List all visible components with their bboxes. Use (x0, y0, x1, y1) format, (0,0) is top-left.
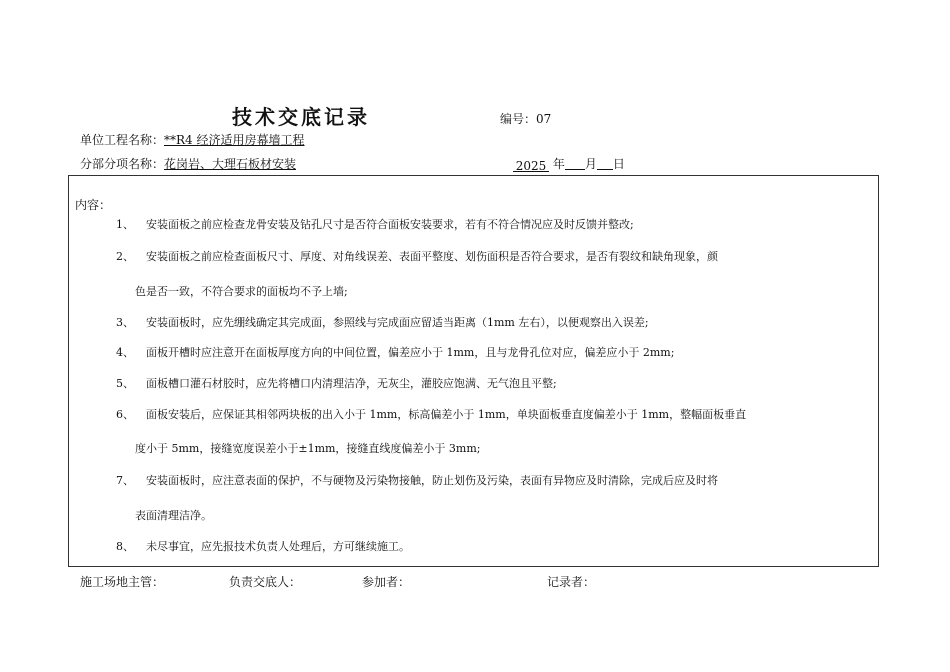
item-number: 8、 (116, 540, 134, 553)
project-label: 单位工程名称： (80, 133, 165, 147)
footer-site-manager: 施工场地主管： (80, 575, 165, 589)
item-text-continued: 色是否一致，不符合要求的面板均不予上墙; (135, 285, 348, 298)
item-text: 安装面板之前应检查龙骨安装及钻孔尺寸是否符合面板安装要求，若有不符合情况应及时反馈并整改; (146, 218, 634, 231)
item-text: 面板开槽时应注意开在面板厚度方向的中间位置，偏差应小于 1mm，且与龙骨孔位对应，偏差应小于 2mm; (146, 346, 675, 359)
item-text: 未尽事宜，应先报技术负责人处理后，方可继续施工。 (146, 540, 410, 553)
document-number: 编号：07 (500, 112, 552, 126)
item-text: 面板槽口灌石材胶时，应先将槽口内清理洁净，无灰尘，灌胶应饱满、无气泡且平整; (146, 377, 557, 390)
subproject-row (80, 155, 296, 172)
item-text: 面板安装后，应保证其相邻两块板的出入小于 1mm，标高偏差小于 1mm，单块面板垂直度偏差小于 1mm，整幅面板垂直 (146, 408, 747, 421)
item-number: 4、 (116, 346, 134, 359)
date-year: 2025 (513, 159, 549, 172)
item-text: 安装面板时，应先绷线确定其完成面，参照线与完成面应留适当距离（1mm 左右），以便观察出入误差; (146, 316, 649, 329)
content-box (68, 175, 879, 567)
item-number: 1、 (116, 218, 134, 231)
item-number: 3、 (116, 316, 134, 329)
date-month-blank (565, 157, 585, 170)
project-name: **R4 经济适用房幕墙工程 (164, 133, 305, 147)
footer-participants: 参加者： (362, 575, 411, 589)
project-row (80, 131, 305, 148)
date-month-suffix: 月 (584, 157, 597, 171)
date-year-suffix: 年 (552, 157, 565, 171)
date-day-blank (597, 157, 613, 170)
content-label: 内容： (75, 198, 112, 212)
item-number: 6、 (116, 408, 134, 421)
item-text-continued: 度小于 5mm，接缝宽度误差小于±1mm，接缝直线度偏差小于 3mm; (135, 442, 481, 455)
footer-briefer: 负责交底人： (229, 575, 302, 589)
date-field (513, 155, 625, 172)
document-title: 技术交底记录 (232, 105, 370, 129)
item-text: 安装面板之前应检查面板尺寸、厚度、对角线误差、表面平整度、划伤面积是否符合要求，是否有裂纹和缺角现象，颜 (146, 250, 718, 263)
item-text-continued: 表面清理洁净。 (135, 509, 212, 522)
date-day-suffix: 日 (612, 157, 625, 171)
item-number: 7、 (116, 474, 134, 487)
footer-recorder: 记录者： (547, 575, 596, 589)
item-number: 2、 (116, 250, 134, 263)
subproject-name: 花岗岩、大理石板材安装 (164, 157, 297, 171)
subproject-label: 分部分项名称： (80, 157, 165, 171)
item-number: 5、 (116, 377, 134, 390)
item-text: 安装面板时，应注意表面的保护，不与硬物及污染物接触，防止划伤及污染，表面有异物应及时清除，完成后应及时将 (146, 474, 718, 487)
